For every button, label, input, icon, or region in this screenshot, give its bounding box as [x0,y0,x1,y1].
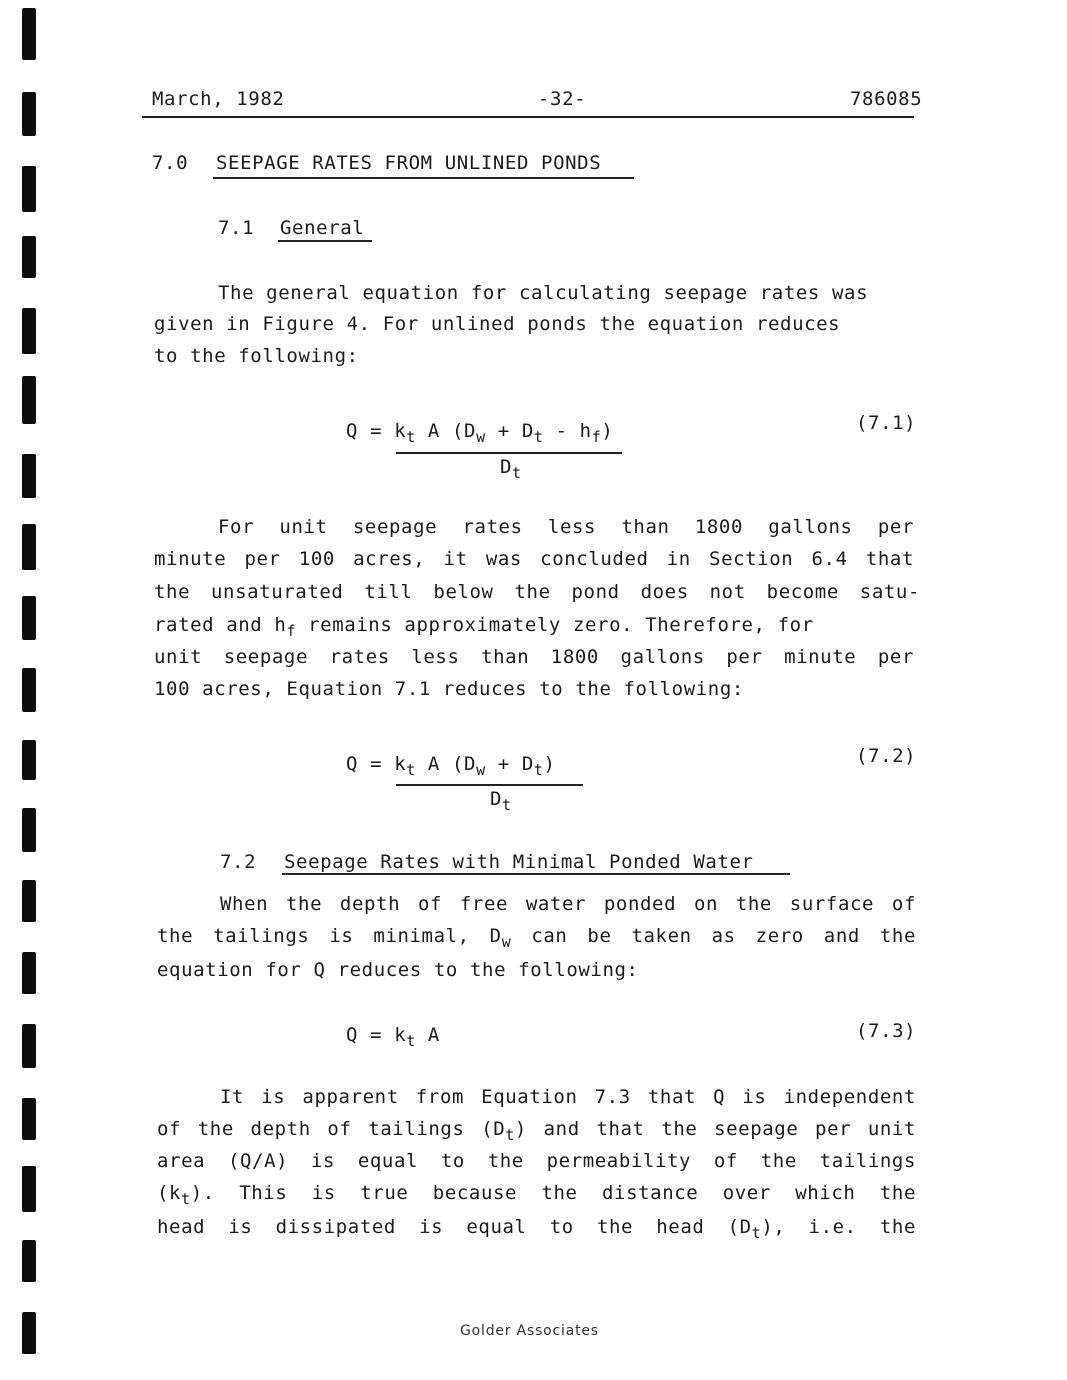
eq-symbol: A [427,1024,440,1046]
equation-denominator [490,788,512,814]
header-rule [142,116,914,118]
text-line [154,614,814,640]
binder-mark [22,1098,36,1140]
subsection-title-underline [282,873,790,875]
eq-subscript: t [512,464,522,482]
binder-mark [22,92,36,136]
eq-symbol: k [394,420,407,442]
text-run: ), i.e. the [761,1216,916,1238]
text-line: The general equation for calculating seepage rates was [218,282,869,304]
text-run: rated and h [154,614,287,636]
text-run: (k [157,1182,182,1204]
equation-denominator [500,456,522,482]
eq-symbol: = [370,1024,383,1046]
binder-mark [22,1024,36,1068]
section-title-underline [213,177,634,179]
eq-symbol: + D [497,753,534,775]
binder-mark [22,376,36,424]
eq-subscript: t [406,428,416,446]
text-run: ). This is true because the distance over which the [190,1182,916,1204]
text-line: the unsaturated till below the pond does not become satu- [154,581,920,603]
equation-line [346,1024,440,1050]
eq-subscript: t [502,796,512,814]
eq-symbol: ) [601,420,614,442]
binder-mark [22,740,36,780]
text-run: head is dissipated is equal to the head (D [157,1216,752,1238]
text-line [157,1182,916,1208]
binder-mark [22,524,36,570]
text-line: 100 acres, Equation 7.1 reduces to the following: [154,678,744,700]
text-subscript: t [751,1224,762,1242]
binder-mark [22,808,36,852]
text-run: can be taken as zero and the [511,925,916,947]
text-line [157,925,916,951]
text-run: remains approximately zero. Therefore, for [296,614,814,636]
eq-subscript: w [476,761,486,779]
eq-symbol: (D [452,420,477,442]
binder-mark [22,596,36,640]
eq-symbol: A [427,420,440,442]
eq-subscript: t [533,761,544,779]
eq-symbol: Q [346,420,359,442]
text-line: minute per 100 acres, it was concluded in Section 6.4 that [154,548,914,570]
eq-symbol: D [500,456,513,478]
text-line: given in Figure 4. For unlined ponds the equation reduces [154,313,841,335]
eq-symbol: - h [555,420,592,442]
text-line: For unit seepage rates less than 1800 gallons per [218,516,914,538]
subsection-number: 7.2 [220,851,257,873]
subsection-title: General [280,217,365,239]
text-subscript: t [181,1190,191,1208]
eq-symbol: D [490,788,503,810]
eq-symbol: A [427,753,440,775]
section-number: 7.0 [152,152,189,174]
eq-symbol: + D [497,420,534,442]
eq-subscript: t [533,428,544,446]
binder-mark [22,1240,36,1282]
header-page-number: -32- [538,88,587,110]
text-run: ) and that the seepage per unit [514,1118,916,1140]
header-doc-number: 786085 [850,88,923,110]
eq-symbol: k [394,1024,407,1046]
subsection-title: Seepage Rates with Minimal Ponded Water [284,851,754,873]
fraction-bar [396,784,583,786]
text-subscript: t [505,1126,515,1144]
eq-symbol: = [370,420,383,442]
eq-subscript: t [406,761,416,779]
binder-mark [22,236,36,278]
text-subscript: w [501,933,512,951]
fraction-bar [396,452,622,454]
text-line [157,1118,916,1144]
eq-symbol: = [370,753,383,775]
equation-label: (7.2) [856,745,917,767]
text-run: the tailings is minimal, D [157,925,502,947]
text-line: area (Q/A) is equal to the permeability of the tailings [157,1150,916,1172]
binder-mark [22,1312,36,1354]
equation-label: (7.3) [856,1020,917,1042]
header-date: March, 1982 [152,88,285,110]
eq-subscript: w [476,428,486,446]
binder-mark [22,454,36,498]
eq-symbol: k [394,753,407,775]
text-line: equation for Q reduces to the following: [157,959,639,981]
eq-subscript: t [406,1032,416,1050]
equation-label: (7.1) [856,412,917,434]
binder-mark [22,952,36,994]
eq-symbol: (D [452,753,477,775]
text-line: When the depth of free water ponded on the surface of [220,893,916,915]
eq-subscript: f [591,428,602,446]
text-line: unit seepage rates less than 1800 gallons per minute per [154,646,914,668]
equation-numerator [346,753,556,779]
page-footer: Golder Associates [460,1323,599,1339]
subsection-number: 7.1 [218,217,255,239]
binder-mark [22,668,36,712]
text-line: to the following: [154,345,359,367]
binder-mark [22,166,36,212]
section-title: SEEPAGE RATES FROM UNLINED PONDS [216,152,602,174]
text-subscript: f [286,622,297,640]
binder-mark [22,308,36,354]
subsection-title-underline [278,240,372,242]
eq-symbol: Q [346,753,359,775]
equation-numerator [346,420,614,446]
eq-symbol: ) [543,753,556,775]
text-run: of the depth of tailings (D [157,1118,506,1140]
eq-symbol: Q [346,1024,359,1046]
binder-mark [22,880,36,922]
text-line: It is apparent from Equation 7.3 that Q is independent [220,1086,916,1108]
binder-mark [22,1166,36,1212]
text-line [157,1216,916,1242]
binder-mark [22,8,36,60]
